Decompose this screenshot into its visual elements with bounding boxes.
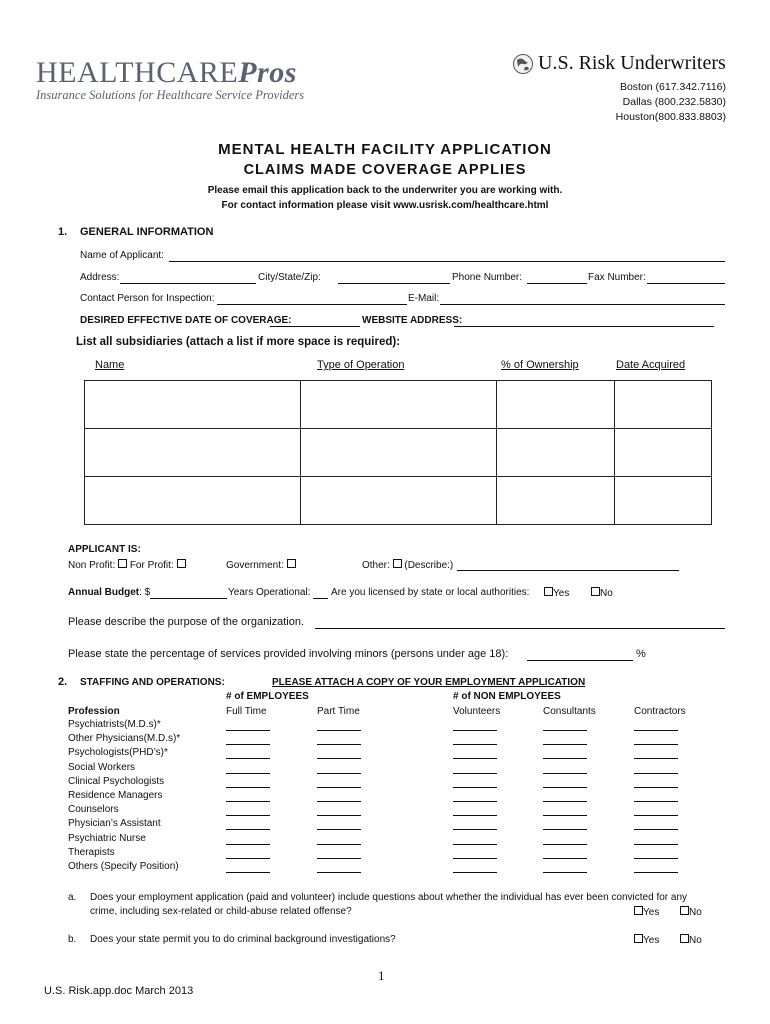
address-label: Address:	[80, 272, 120, 283]
profession-item: Other Physicians(M.D.s)*	[68, 733, 181, 745]
profession-item: Psychiatrists(M.D.s)*	[68, 719, 161, 730]
volunteers-count-field[interactable]	[453, 787, 497, 788]
city-state-zip-field[interactable]	[338, 283, 450, 284]
question-a-no-option	[680, 906, 702, 918]
percent-sign: %	[636, 648, 646, 660]
company-name: U.S. Risk Underwriters	[538, 52, 726, 74]
full-time-count-field[interactable]	[226, 730, 270, 731]
subsidiary-type-cell[interactable]	[300, 429, 497, 477]
part-time-count-field[interactable]	[317, 758, 361, 759]
effective-date-field[interactable]	[270, 326, 360, 327]
full-time-count-field[interactable]	[226, 844, 270, 845]
office-boston: Boston (617.342.7116)	[619, 81, 726, 93]
full-time-count-field[interactable]	[226, 773, 270, 774]
page-number: 1	[378, 968, 385, 983]
describe-label: (Describe:)	[404, 560, 454, 571]
fax-field[interactable]	[647, 283, 725, 284]
contractors-count-field[interactable]	[634, 801, 678, 802]
licensed-yes-option	[544, 587, 569, 599]
col-ownership-header: % of Ownership	[501, 359, 579, 371]
contractors-count-field[interactable]	[634, 773, 678, 774]
consultants-count-field[interactable]	[543, 787, 587, 788]
fax-label: Fax Number:	[588, 272, 646, 283]
effective-date-label: DESIRED EFFECTIVE DATE OF COVERAGE:	[80, 315, 292, 326]
email-field[interactable]	[440, 304, 725, 305]
contractors-count-field[interactable]	[634, 872, 678, 873]
applicant-name-label: Name of Applicant:	[80, 250, 164, 261]
subsidiary-name-cell[interactable]	[85, 477, 301, 525]
col-date-header: Date Acquired	[616, 359, 686, 371]
volunteers-header: Volunteers	[453, 706, 501, 717]
usrisk-logo	[512, 52, 726, 75]
logo-tagline: Insurance Solutions for Healthcare Service Providers	[36, 88, 305, 102]
budget-row	[68, 587, 150, 598]
section2-number: 2.	[58, 676, 68, 688]
contractors-count-field[interactable]	[634, 787, 678, 788]
volunteers-count-field[interactable]	[453, 844, 497, 845]
years-field[interactable]	[313, 598, 328, 599]
phone-field[interactable]	[527, 283, 587, 284]
logo-wordmark	[36, 56, 304, 90]
question-a-no-checkbox[interactable]	[680, 906, 689, 915]
profession-item: Psychiatric Nurse	[68, 832, 146, 844]
licensed-yes-checkbox[interactable]	[544, 587, 553, 596]
healthcarepros-logo	[36, 56, 304, 103]
licensed-no-label: No	[600, 588, 613, 599]
question-b-letter: b.	[68, 934, 77, 945]
purpose-field[interactable]	[315, 628, 725, 629]
volunteers-count-field[interactable]	[453, 801, 497, 802]
question-b-no-option	[680, 934, 702, 946]
profession-item: Others (Specify Position)	[68, 861, 179, 873]
question-a-yes-checkbox[interactable]	[634, 906, 643, 915]
employees-header: # of EMPLOYEES	[226, 691, 309, 702]
city-state-zip-label: City/State/Zip:	[258, 272, 321, 283]
full-time-count-field[interactable]	[226, 829, 270, 830]
question-b-no-checkbox[interactable]	[680, 934, 689, 943]
subsidiary-ownership-cell[interactable]	[497, 429, 615, 477]
subsidiaries-label: List all subsidiaries (attach a list if more space is required):	[76, 336, 401, 348]
question-a-line1: Does your employment application (paid and volunteer) include questions about whether the individual has ever been convicted for any	[90, 892, 688, 903]
other-label: Other:	[362, 560, 390, 571]
question-b-yes-checkbox[interactable]	[634, 934, 643, 943]
part-time-count-field[interactable]	[317, 844, 361, 845]
subsidiaries-table	[84, 380, 712, 525]
contractors-count-field[interactable]	[634, 730, 678, 731]
table-row	[85, 429, 712, 477]
full-time-count-field[interactable]	[226, 815, 270, 816]
profession-item: Therapists	[68, 846, 115, 858]
col-name-header: Name	[95, 359, 125, 371]
minors-question: Please state the percentage of services provided involving minors (persons under age 18):	[68, 648, 509, 660]
section2-heading: STAFFING AND OPERATIONS:	[80, 677, 225, 688]
volunteers-count-field[interactable]	[453, 744, 497, 745]
government-checkbox[interactable]	[287, 559, 296, 568]
question-b-yes-option	[634, 934, 659, 946]
contractors-count-field[interactable]	[634, 758, 678, 759]
contact-person-field[interactable]	[217, 304, 407, 305]
profession-header: Profession	[68, 706, 120, 717]
office-list	[616, 80, 726, 125]
profession-item: Psychologists(PHD’s)*	[68, 747, 168, 759]
full-time-count-field[interactable]	[226, 787, 270, 788]
applicant-name-field[interactable]	[169, 261, 725, 262]
email-note: Please email this application back to the underwriter you are working with.	[207, 185, 563, 196]
full-time-count-field[interactable]	[226, 758, 270, 759]
profession-item: Physician’s Assistant	[68, 818, 161, 830]
subsidiary-ownership-cell[interactable]	[497, 381, 615, 429]
question-b-no-label: No	[689, 935, 702, 946]
full-time-count-field[interactable]	[226, 744, 270, 745]
contact-note: For contact information please visit www.usrisk.com/healthcare.html	[221, 200, 549, 211]
other-describe-field[interactable]	[457, 570, 679, 571]
subsidiary-name-cell[interactable]	[85, 381, 301, 429]
volunteers-count-field[interactable]	[453, 773, 497, 774]
part-time-count-field[interactable]	[317, 858, 361, 859]
licensed-yes-label: Yes	[553, 588, 570, 599]
section1-number: 1.	[58, 226, 68, 238]
question-a-letter: a.	[68, 892, 77, 903]
footer-doc-info: U.S. Risk.app.doc March 2013	[44, 985, 194, 997]
other-checkbox[interactable]	[393, 559, 402, 568]
subsidiary-date-cell[interactable]	[615, 429, 712, 477]
volunteers-count-field[interactable]	[453, 829, 497, 830]
email-label: E-Mail:	[408, 293, 440, 304]
contractors-count-field[interactable]	[634, 744, 678, 745]
logo-main-text: HEALTHCARE	[36, 56, 239, 89]
full-time-count-field[interactable]	[226, 858, 270, 859]
budget-prefix: : $	[139, 587, 151, 598]
office-houston: Houston(800.833.8803)	[615, 111, 726, 123]
contractors-count-field[interactable]	[634, 815, 678, 816]
phone-label: Phone Number:	[452, 272, 523, 283]
nonprofit-label: Non Profit:	[68, 560, 116, 571]
attach-application-note: PLEASE ATTACH A COPY OF YOUR EMPLOYMENT APPLICATION	[272, 677, 586, 688]
part-time-count-field[interactable]	[317, 829, 361, 830]
purpose-question: Please describe the purpose of the organization.	[68, 616, 305, 628]
question-b-yes-label: Yes	[643, 935, 660, 946]
volunteers-count-field[interactable]	[453, 758, 497, 759]
other-option	[362, 559, 453, 571]
consultants-count-field[interactable]	[543, 744, 587, 745]
part-time-count-field[interactable]	[317, 787, 361, 788]
office-dallas: Dallas (800.232.5830)	[622, 96, 726, 108]
part-time-count-field[interactable]	[317, 815, 361, 816]
subsidiary-type-cell[interactable]	[300, 477, 497, 525]
table-row	[85, 477, 712, 525]
question-b-text: Does your state permit you to do criminal background investigations?	[90, 934, 396, 945]
consultants-header: Consultants	[543, 706, 596, 717]
contractors-count-field[interactable]	[634, 829, 678, 830]
subsidiary-date-cell[interactable]	[615, 381, 712, 429]
non-employees-header: # of NON EMPLOYEES	[453, 691, 561, 702]
licensed-question: Are you licensed by state or local authorities:	[331, 587, 530, 598]
globe-icon	[512, 53, 534, 75]
consultants-count-field[interactable]	[543, 858, 587, 859]
consultants-count-field[interactable]	[543, 758, 587, 759]
government-option	[226, 559, 296, 571]
section1-heading: GENERAL INFORMATION	[80, 226, 214, 238]
nonprofit-checkbox[interactable]	[118, 559, 127, 568]
consultants-count-field[interactable]	[543, 773, 587, 774]
consultants-count-field[interactable]	[543, 815, 587, 816]
profession-item: Social Workers	[68, 761, 136, 773]
government-label: Government:	[226, 560, 284, 571]
contractors-header: Contractors	[634, 706, 686, 717]
licensed-no-checkbox[interactable]	[591, 587, 600, 596]
budget-field[interactable]	[150, 598, 227, 599]
contact-person-label: Contact Person for Inspection:	[80, 293, 215, 304]
question-a-no-label: No	[689, 907, 702, 918]
licensed-no-option	[591, 587, 613, 599]
subsidiary-date-cell[interactable]	[615, 477, 712, 525]
subsidiary-ownership-cell[interactable]	[497, 477, 615, 525]
col-type-header: Type of Operation	[317, 359, 405, 371]
consultants-count-field[interactable]	[543, 829, 587, 830]
profession-item: Residence Managers	[68, 790, 163, 802]
part-time-count-field[interactable]	[317, 773, 361, 774]
website-label: WEBSITE ADDRESS:	[362, 315, 463, 326]
part-time-count-field[interactable]	[317, 801, 361, 802]
website-field[interactable]	[454, 326, 714, 327]
full-time-count-field[interactable]	[226, 801, 270, 802]
question-a-yes-option	[634, 906, 659, 918]
form-title: MENTAL HEALTH FACILITY APPLICATION	[218, 141, 552, 158]
minors-percent-field[interactable]	[527, 660, 633, 661]
form-subtitle: CLAIMS MADE COVERAGE APPLIES	[243, 162, 527, 178]
consultants-count-field[interactable]	[543, 872, 587, 873]
profession-list	[68, 718, 180, 874]
forprofit-checkbox[interactable]	[177, 559, 186, 568]
contractors-count-field[interactable]	[634, 844, 678, 845]
question-a-yes-label: Yes	[643, 907, 660, 918]
consultants-count-field[interactable]	[543, 801, 587, 802]
profession-item: Clinical Psychologists	[68, 775, 165, 787]
nonprofit-option	[68, 559, 186, 571]
volunteers-count-field[interactable]	[453, 858, 497, 859]
full-time-count-field[interactable]	[226, 872, 270, 873]
subsidiary-name-cell[interactable]	[85, 429, 301, 477]
applicant-heading: APPLICANT IS:	[68, 544, 141, 555]
volunteers-count-field[interactable]	[453, 815, 497, 816]
years-label: Years Operational:	[228, 587, 311, 598]
volunteers-count-field[interactable]	[453, 872, 497, 873]
profession-item: Counselors	[68, 804, 119, 816]
consultants-count-field[interactable]	[543, 730, 587, 731]
table-row	[85, 381, 712, 429]
full-time-header: Full Time	[226, 706, 267, 717]
volunteers-count-field[interactable]	[453, 730, 497, 731]
budget-label: Annual Budget	[68, 587, 140, 598]
forprofit-label: For Profit:	[129, 560, 174, 571]
consultants-count-field[interactable]	[543, 844, 587, 845]
subsidiary-type-cell[interactable]	[300, 381, 497, 429]
part-time-count-field[interactable]	[317, 744, 361, 745]
question-a-line2: crime, including sex-related or child-abuse related offense?	[90, 906, 352, 917]
part-time-header: Part Time	[317, 706, 360, 717]
logo-accent-text: Pros	[238, 56, 297, 89]
part-time-count-field[interactable]	[317, 730, 361, 731]
address-field[interactable]	[120, 283, 256, 284]
contractors-count-field[interactable]	[634, 858, 678, 859]
part-time-count-field[interactable]	[317, 872, 361, 873]
